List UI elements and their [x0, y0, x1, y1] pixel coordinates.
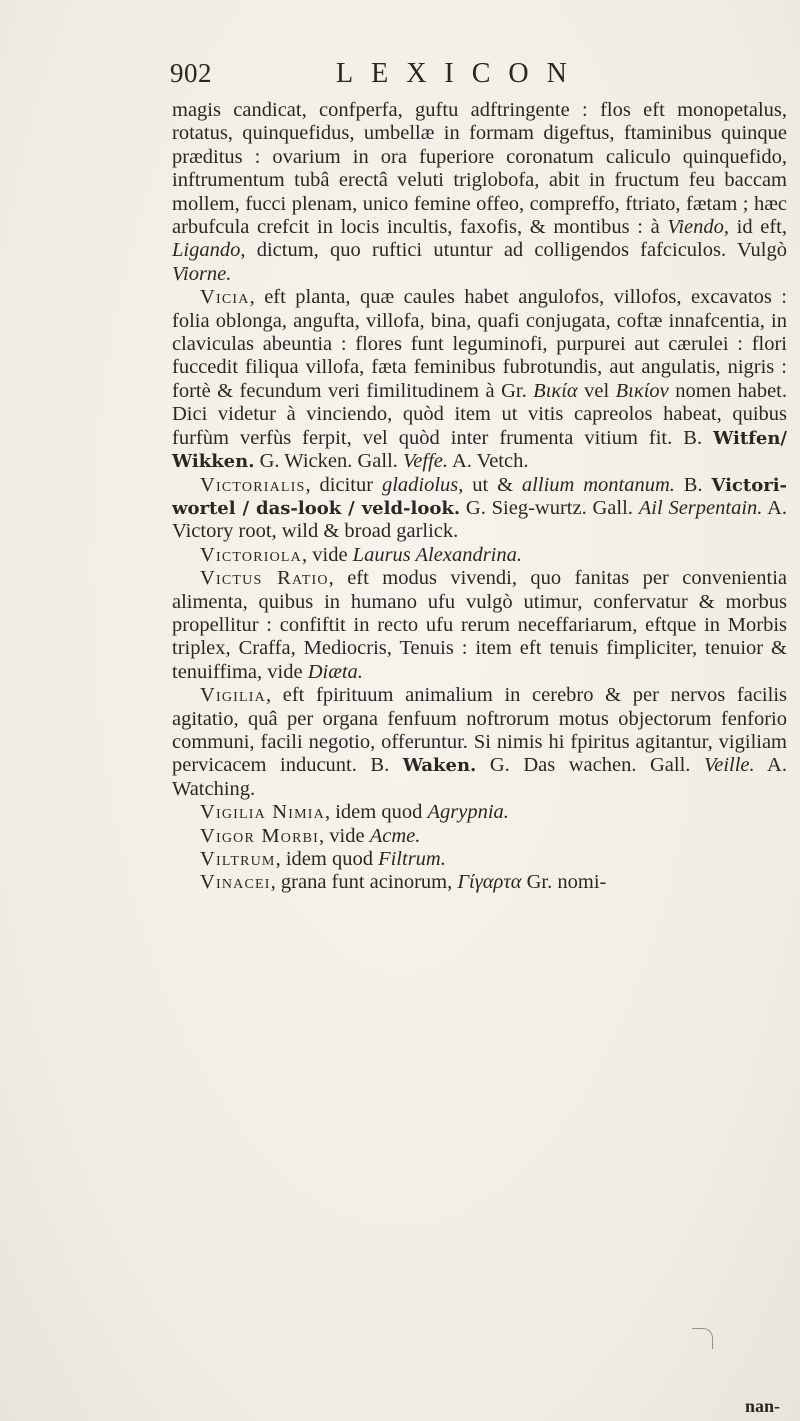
dictionary-entry: [172, 567, 787, 684]
entry-text: vel: [577, 379, 616, 402]
entry-text: , eft modus vivendi, quo fanitas per convenientia alimenta, quibus in humano ufu vulgò utimur, confervatur & morbus propellitur : confiftit in recto ufu rerum neceffariarum, eftque in Morbis triplex, Craffa, Mediocris, Tenuis : item eft tenuis fimpliciter, tenuior & tenuiffima, vide: [172, 567, 787, 683]
entry-text: magis candicat, confperfa, guftu adftringente : flos eft monopetalus, rotatus, quinquefidus, umbellæ in formam digeftus, ftaminibus quinque præditus : ovarium in ora fuperiore coronatum caliculo quinquefido, inftrumentum tubâ erectâ veluti triglobofa, abit in fructum feu baccam mollem, fucci plenam, unico femine offeo, compreffo, ftriato, fætam ; hæc arbufcula crefcit in locis incultis, faxofis, & montibus : à: [172, 99, 787, 239]
italic-text: Diæta.: [307, 660, 363, 683]
italic-text: Γίγαρτα: [457, 871, 522, 894]
entry-text: , eft planta, quæ caules habet angulofos, villofos, excavatos : folia oblonga, angufta, villofa, bina, quafi conjugata, coftæ innafcentia, in claviculas abeuntia : flores funt leguminofi, purpurei aut cærulei : flori fuccedit filiqua villofa, fæta feminibus fubrotundis, aut angulatis, nigris : fortè & fecundum veri fimilitudinem à Gr.: [172, 286, 787, 402]
italic-text: Acme.: [369, 824, 421, 847]
entry-text: , id eft,: [723, 216, 787, 239]
italic-text: Agrypnia.: [427, 801, 509, 824]
italic-text: Veffe.: [403, 450, 448, 473]
entry-text: , dicitur: [305, 473, 382, 496]
running-head: LEXICON: [336, 58, 585, 89]
dictionary-entry: [172, 474, 787, 544]
blackletter-text: Waken.: [402, 755, 477, 777]
catchword: nan-: [744, 1396, 780, 1416]
entry-text: G. Das wachen. Gall.: [476, 754, 704, 777]
entry-headword: Vicia: [200, 286, 250, 309]
italic-text: Βικία: [533, 379, 578, 402]
entry-headword: Vigilia Nimia: [200, 801, 325, 824]
entry-headword: Vigilia: [200, 684, 266, 707]
entry-text: Gr. nomi-: [521, 871, 607, 894]
italic-text: Ligando: [172, 239, 241, 262]
dictionary-entry: [172, 848, 787, 871]
italic-text: allium montanum.: [521, 473, 675, 496]
italic-text: Βικίον: [615, 379, 669, 402]
dictionary-entry: [172, 99, 787, 286]
page-number: 902: [170, 58, 212, 88]
entry-headword: Vigor Morbi: [200, 824, 320, 847]
entry-text: , ut &: [458, 473, 522, 496]
page-edge-mark: [692, 1328, 713, 1349]
entry-text: , eft fpirituum animalium in cerebro & per nervos facilis agitatio, quâ per organa fenfuum noftrorum motus objectorum fenforio communi, facili negotio, offeruntur. Si nimis hi fpiritus agitantur, vigiliam pervicacem inducunt. B.: [172, 684, 787, 777]
italic-text: gladiolus: [381, 473, 459, 496]
entry-text: B.: [674, 473, 712, 496]
entry-text: A. Victory root, wild & broad garlick.: [172, 496, 788, 543]
entry-text: A. Vetch.: [448, 450, 529, 473]
dictionary-entry: [172, 825, 787, 848]
entry-headword: Victus Ratio: [200, 567, 329, 590]
dictionary-entry: [172, 871, 787, 894]
entry-text: G. Wicken. Gall.: [254, 450, 404, 473]
entry-text: G. Sieg-wurtz. Gall.: [460, 496, 639, 519]
entry-text: , dictum, quo ruftici utuntur ad colligendos fafciculos. Vulgò: [240, 239, 787, 262]
dictionary-entry: [172, 684, 787, 801]
blackletter-text: Victori-wortel / das-look / veld-look.: [172, 474, 787, 519]
entry-headword: Viltrum: [200, 848, 276, 870]
italic-text: Ail Serpentain.: [638, 496, 763, 519]
italic-text: Veille.: [703, 754, 755, 777]
entry-headword: Vinacei: [200, 871, 271, 894]
italic-text: Filtrum.: [378, 848, 446, 870]
entry-text: , idem quod: [324, 801, 428, 824]
dictionary-entry: [172, 286, 787, 473]
italic-text: Laurus Alexandrina.: [352, 543, 522, 566]
entry-text: , vide: [302, 543, 353, 566]
entry-headword: Victorialis: [200, 473, 306, 496]
entry-text: A. Watching.: [172, 754, 787, 800]
entry-text: , idem quod: [275, 848, 379, 870]
page-body: [172, 99, 787, 895]
entry-text: , vide: [319, 824, 370, 847]
dictionary-entry: [172, 544, 787, 567]
dictionary-entry: [172, 801, 787, 824]
entry-text: nomen habet. Dici videtur à vinciendo, quòd item ut vitis capreolos habeat, quibus furfùm verfùs ferpit, vel quòd inter frumenta vitium fit. B.: [172, 379, 787, 449]
italic-text: Viorne.: [172, 262, 232, 285]
entry-text: , grana funt acinorum,: [270, 871, 458, 894]
italic-text: Viendo: [667, 216, 724, 239]
blackletter-text: Witfen/ Wikken.: [172, 427, 787, 473]
page-header: [170, 58, 730, 98]
entry-headword: Victoriola: [200, 543, 302, 566]
